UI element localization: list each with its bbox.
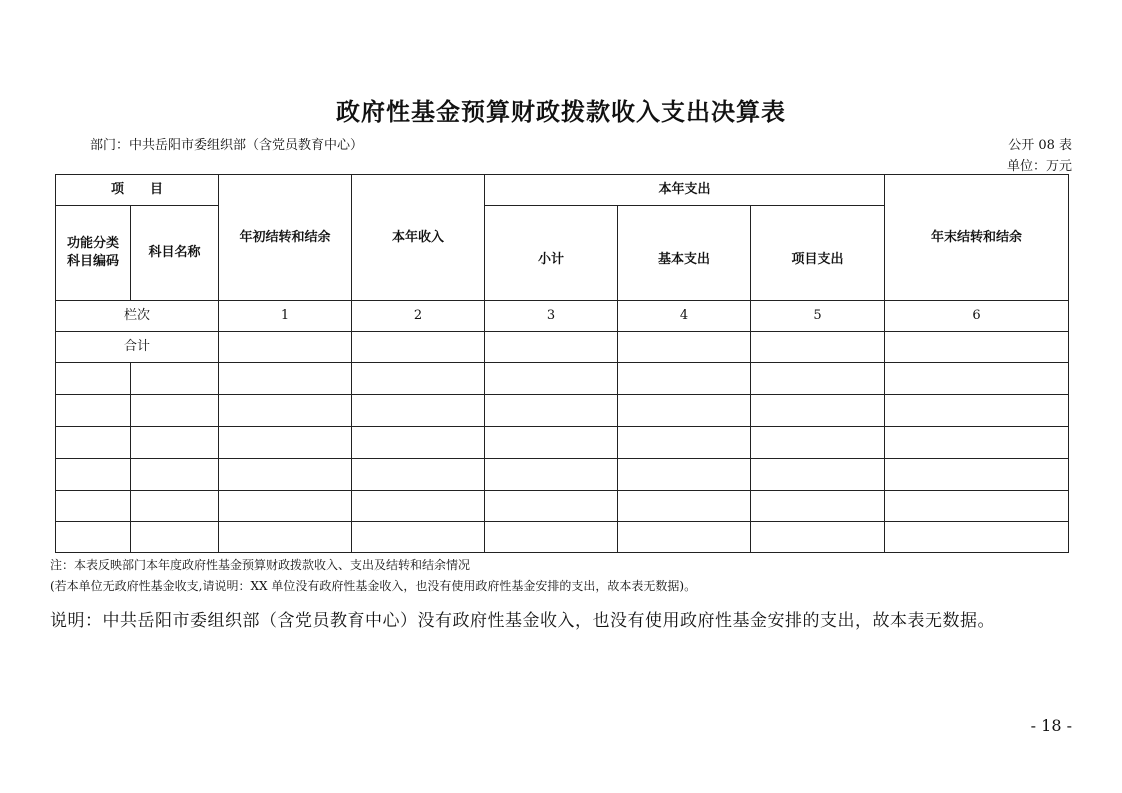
header-opening-balance: 年初结转和结余 [219,175,352,301]
table-cell [219,395,352,427]
table-cell [56,427,131,459]
table-row [56,427,1069,459]
table-row [56,522,1069,553]
table-cell [485,395,618,427]
table-cell [885,332,1069,363]
table-cell [618,427,751,459]
table-number: 公开 08 表 [1008,138,1072,153]
table-cell [56,395,131,427]
table-cell [219,427,352,459]
table-cell [885,427,1069,459]
report-table [55,174,1069,553]
header-subtotal: 小计 [485,206,618,301]
table-cell [485,491,618,522]
table-cell [219,332,352,363]
table-cell [618,363,751,395]
header-income: 本年收入 [352,175,485,301]
table-cell [219,522,352,553]
table-cell [131,427,219,459]
header-subject-name: 科目名称 [131,206,219,301]
col-number: 1 [219,301,352,332]
table-cell [131,522,219,553]
table-cell [219,459,352,491]
table-cell [485,459,618,491]
table-cell [131,395,219,427]
table-cell [131,491,219,522]
unit-label: 单位：万元 [1006,159,1072,174]
table-cell [485,332,618,363]
page-number: - 18 - [1030,716,1072,735]
header-func-code-line2: 科目编码 [66,254,119,269]
table-cell [485,522,618,553]
col-number: 5 [751,301,885,332]
table-cell [618,491,751,522]
table-cell [618,522,751,553]
table-cell [751,459,885,491]
table-cell [56,363,131,395]
table-cell [352,427,485,459]
header-item: 项 目 [56,175,219,206]
table-cell [885,363,1069,395]
header-expenditure: 本年支出 [485,175,885,206]
table-row [56,459,1069,491]
total-row [56,332,1069,363]
table-row [56,395,1069,427]
col-number: 2 [352,301,485,332]
table-cell [885,522,1069,553]
table-cell [131,459,219,491]
table-cell [751,427,885,459]
explanation-text: 说明：中共岳阳市委组织部（含党员教育中心）没有政府性基金收入，也没有使用政府性基金安排的支出，故本表无数据。 [50,611,995,631]
table-cell [751,395,885,427]
col-number: 4 [618,301,751,332]
header-closing-balance: 年末结转和结余 [885,175,1069,301]
table-cell [751,491,885,522]
table-cell [352,459,485,491]
table-cell [751,522,885,553]
header-project: 项目支出 [751,206,885,301]
col-number: 6 [885,301,1069,332]
col-number: 3 [485,301,618,332]
row-index-label: 栏次 [56,301,219,332]
table-cell [885,459,1069,491]
header-func-code [56,206,131,301]
table-cell [131,363,219,395]
table-cell [885,491,1069,522]
table-cell [352,522,485,553]
table-cell [219,363,352,395]
document-title: 政府性基金预算财政拨款收入支出决算表 [336,98,786,126]
table-cell [485,427,618,459]
table-cell [352,332,485,363]
table-row [56,363,1069,395]
table-cell [485,363,618,395]
footnote-2: (若本单位无政府性基金收支,请说明：XX 单位没有政府性基金收入，也没有使用政府性基金安排的支出，故本表无数据)。 [50,579,697,593]
table-cell [618,395,751,427]
table-cell [56,522,131,553]
table-cell [352,363,485,395]
footnote-1: 注：本表反映部门本年度政府性基金预算财政拨款收入、支出及结转和结余情况 [50,558,471,572]
table-cell [219,491,352,522]
table-cell [618,332,751,363]
total-label: 合计 [56,332,219,363]
table-cell [618,459,751,491]
table-cell [751,332,885,363]
table-cell [352,491,485,522]
table-cell [885,395,1069,427]
table-cell [352,395,485,427]
table-cell [56,491,131,522]
table-row [56,491,1069,522]
table-cell [56,459,131,491]
table-cell [751,363,885,395]
header-func-code-line1: 功能分类 [66,236,119,251]
header-basic: 基本支出 [618,206,751,301]
department-label: 部门：中共岳阳市委组织部（含党员教育中心） [90,138,364,153]
